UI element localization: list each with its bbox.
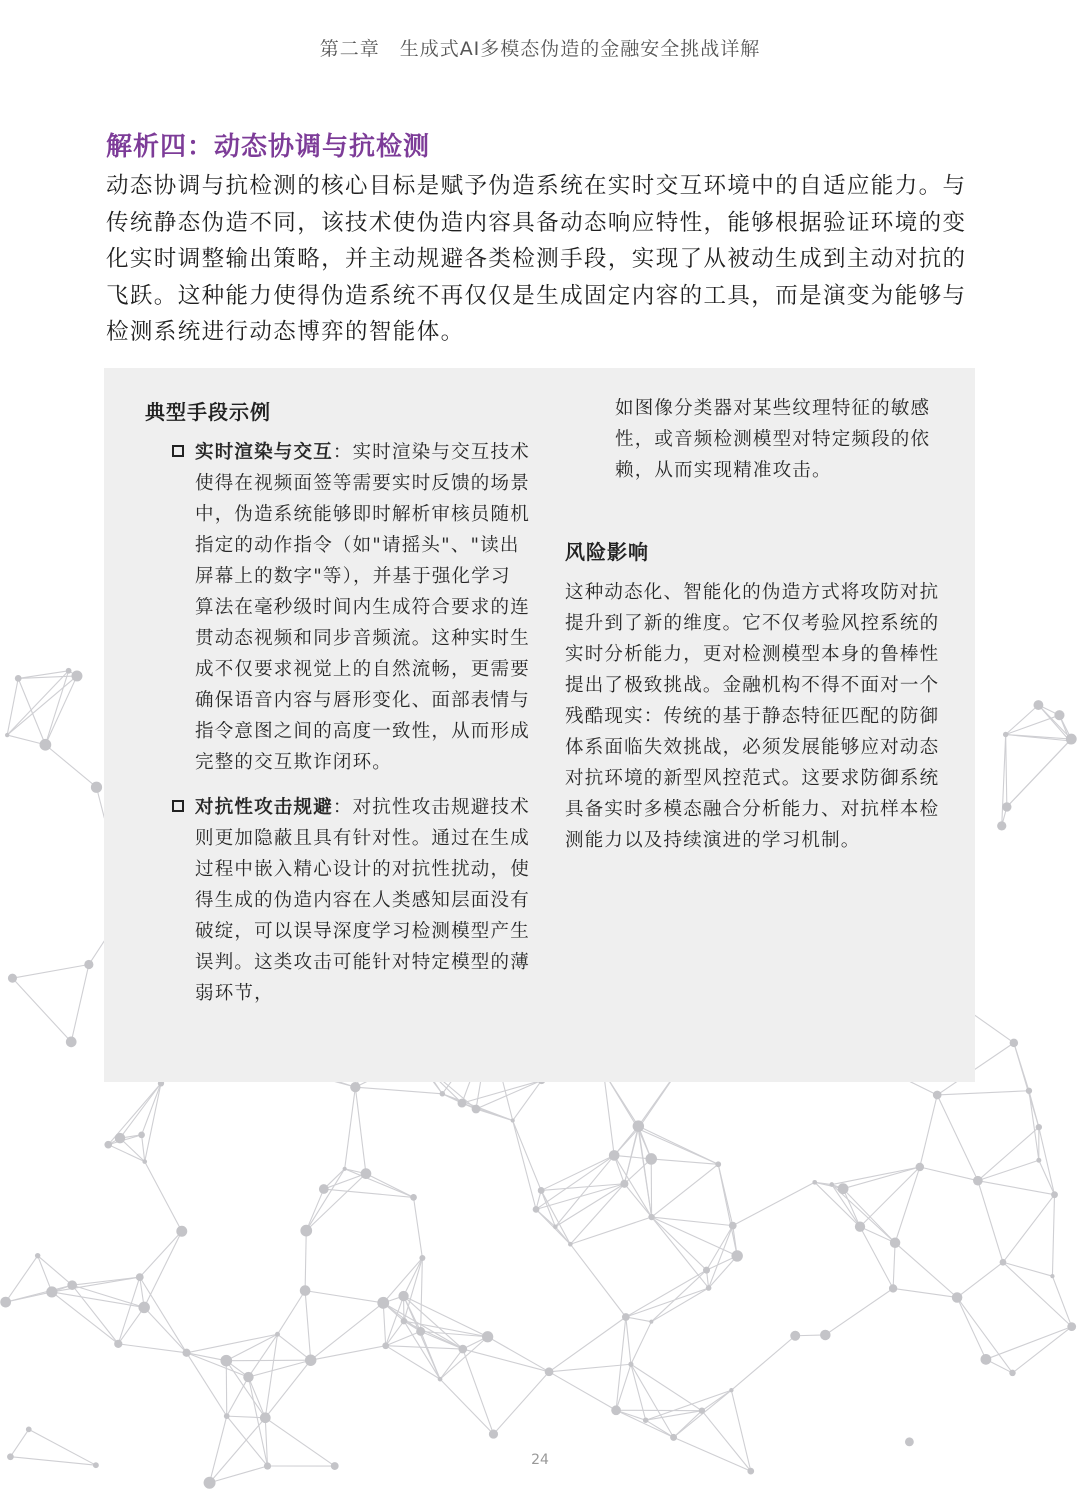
checkbox-square-icon [172, 800, 184, 812]
bullet-text: 对抗性攻击规避技术则更加隐蔽且具有针对性。通过在生成过程中嵌入精心设计的对抗性扰动，使得生成的伪造内容在人类感知层面没有破绽，可以误导深度学习检测模型产生误判。这类攻击可能针对特定模型的薄弱环节， [195, 797, 530, 1004]
section-title: 解析四：动态协调与抗检测 [106, 132, 431, 162]
bullet-separator: ： [332, 442, 353, 463]
examples-right-column [565, 393, 945, 856]
checkbox-square-icon [172, 445, 184, 457]
bullet-title: 实时渲染与交互 [195, 442, 333, 463]
bullet-separator: ： [332, 797, 353, 818]
intro-paragraph: 动态协调与抗检测的核心目标是赋予伪造系统在实时交互环境中的自适应能力。与传统静态伪造不同，该技术使伪造内容具备动态响应特性，能够根据验证环境的变化实时调整输出策略，并主动规避各类检测手段，实现了从被动生成到主动对抗的飞跃。这种能力使得伪造系统不再仅仅是生成固定内容的工具，而是演变为能够与检测系统进行动态博弈的智能体。 [106, 173, 967, 345]
page-number: 24 [531, 1452, 549, 1468]
examples-heading: 典型手段示例 [145, 400, 271, 424]
bullet-text: 实时渲染与交互技术使得在视频面签等需要实时反馈的场景中，伪造系统能够即时解析审核员随机指定的动作指令（如"请摇头"、"读出屏幕上的数字"等），并基于强化学习算法在毫秒级时间内生成符合要求的连贯动态视频和同步音频流。这种实时生成不仅要求视觉上的自然流畅，更需要确保语音内容与唇形变化、面部表情与指令意图之间的高度一致性，从而形成完整的交互欺诈闭环。 [195, 442, 530, 773]
examples-left-column [145, 396, 530, 1023]
chapter-header: 第二章 生成式AI多模态伪造的金融安全挑战详解 [319, 38, 761, 60]
list-item [145, 437, 530, 778]
continuation-text: 如图像分类器对某些纹理特征的敏感性，或音频检测模型对特定频段的依赖，从而实现精准攻击。 [615, 398, 931, 481]
risk-heading: 风险影响 [565, 540, 649, 564]
list-item [145, 792, 530, 1009]
bullet-title: 对抗性攻击规避 [195, 797, 333, 818]
risk-text: 这种动态化、智能化的伪造方式将攻防对抗提升到了新的维度。它不仅考验风控系统的实时分析能力，更对检测模型本身的鲁棒性提出了极致挑战。金融机构不得不面对一个残酷现实：传统的基于静态特征匹配的防御体系面临失效挑战，必须发展能够应对动态对抗环境的新型风控范式。这要求防御系统具备实时多模态融合分析能力、对抗样本检测能力以及持续演进的学习机制。 [565, 582, 940, 851]
